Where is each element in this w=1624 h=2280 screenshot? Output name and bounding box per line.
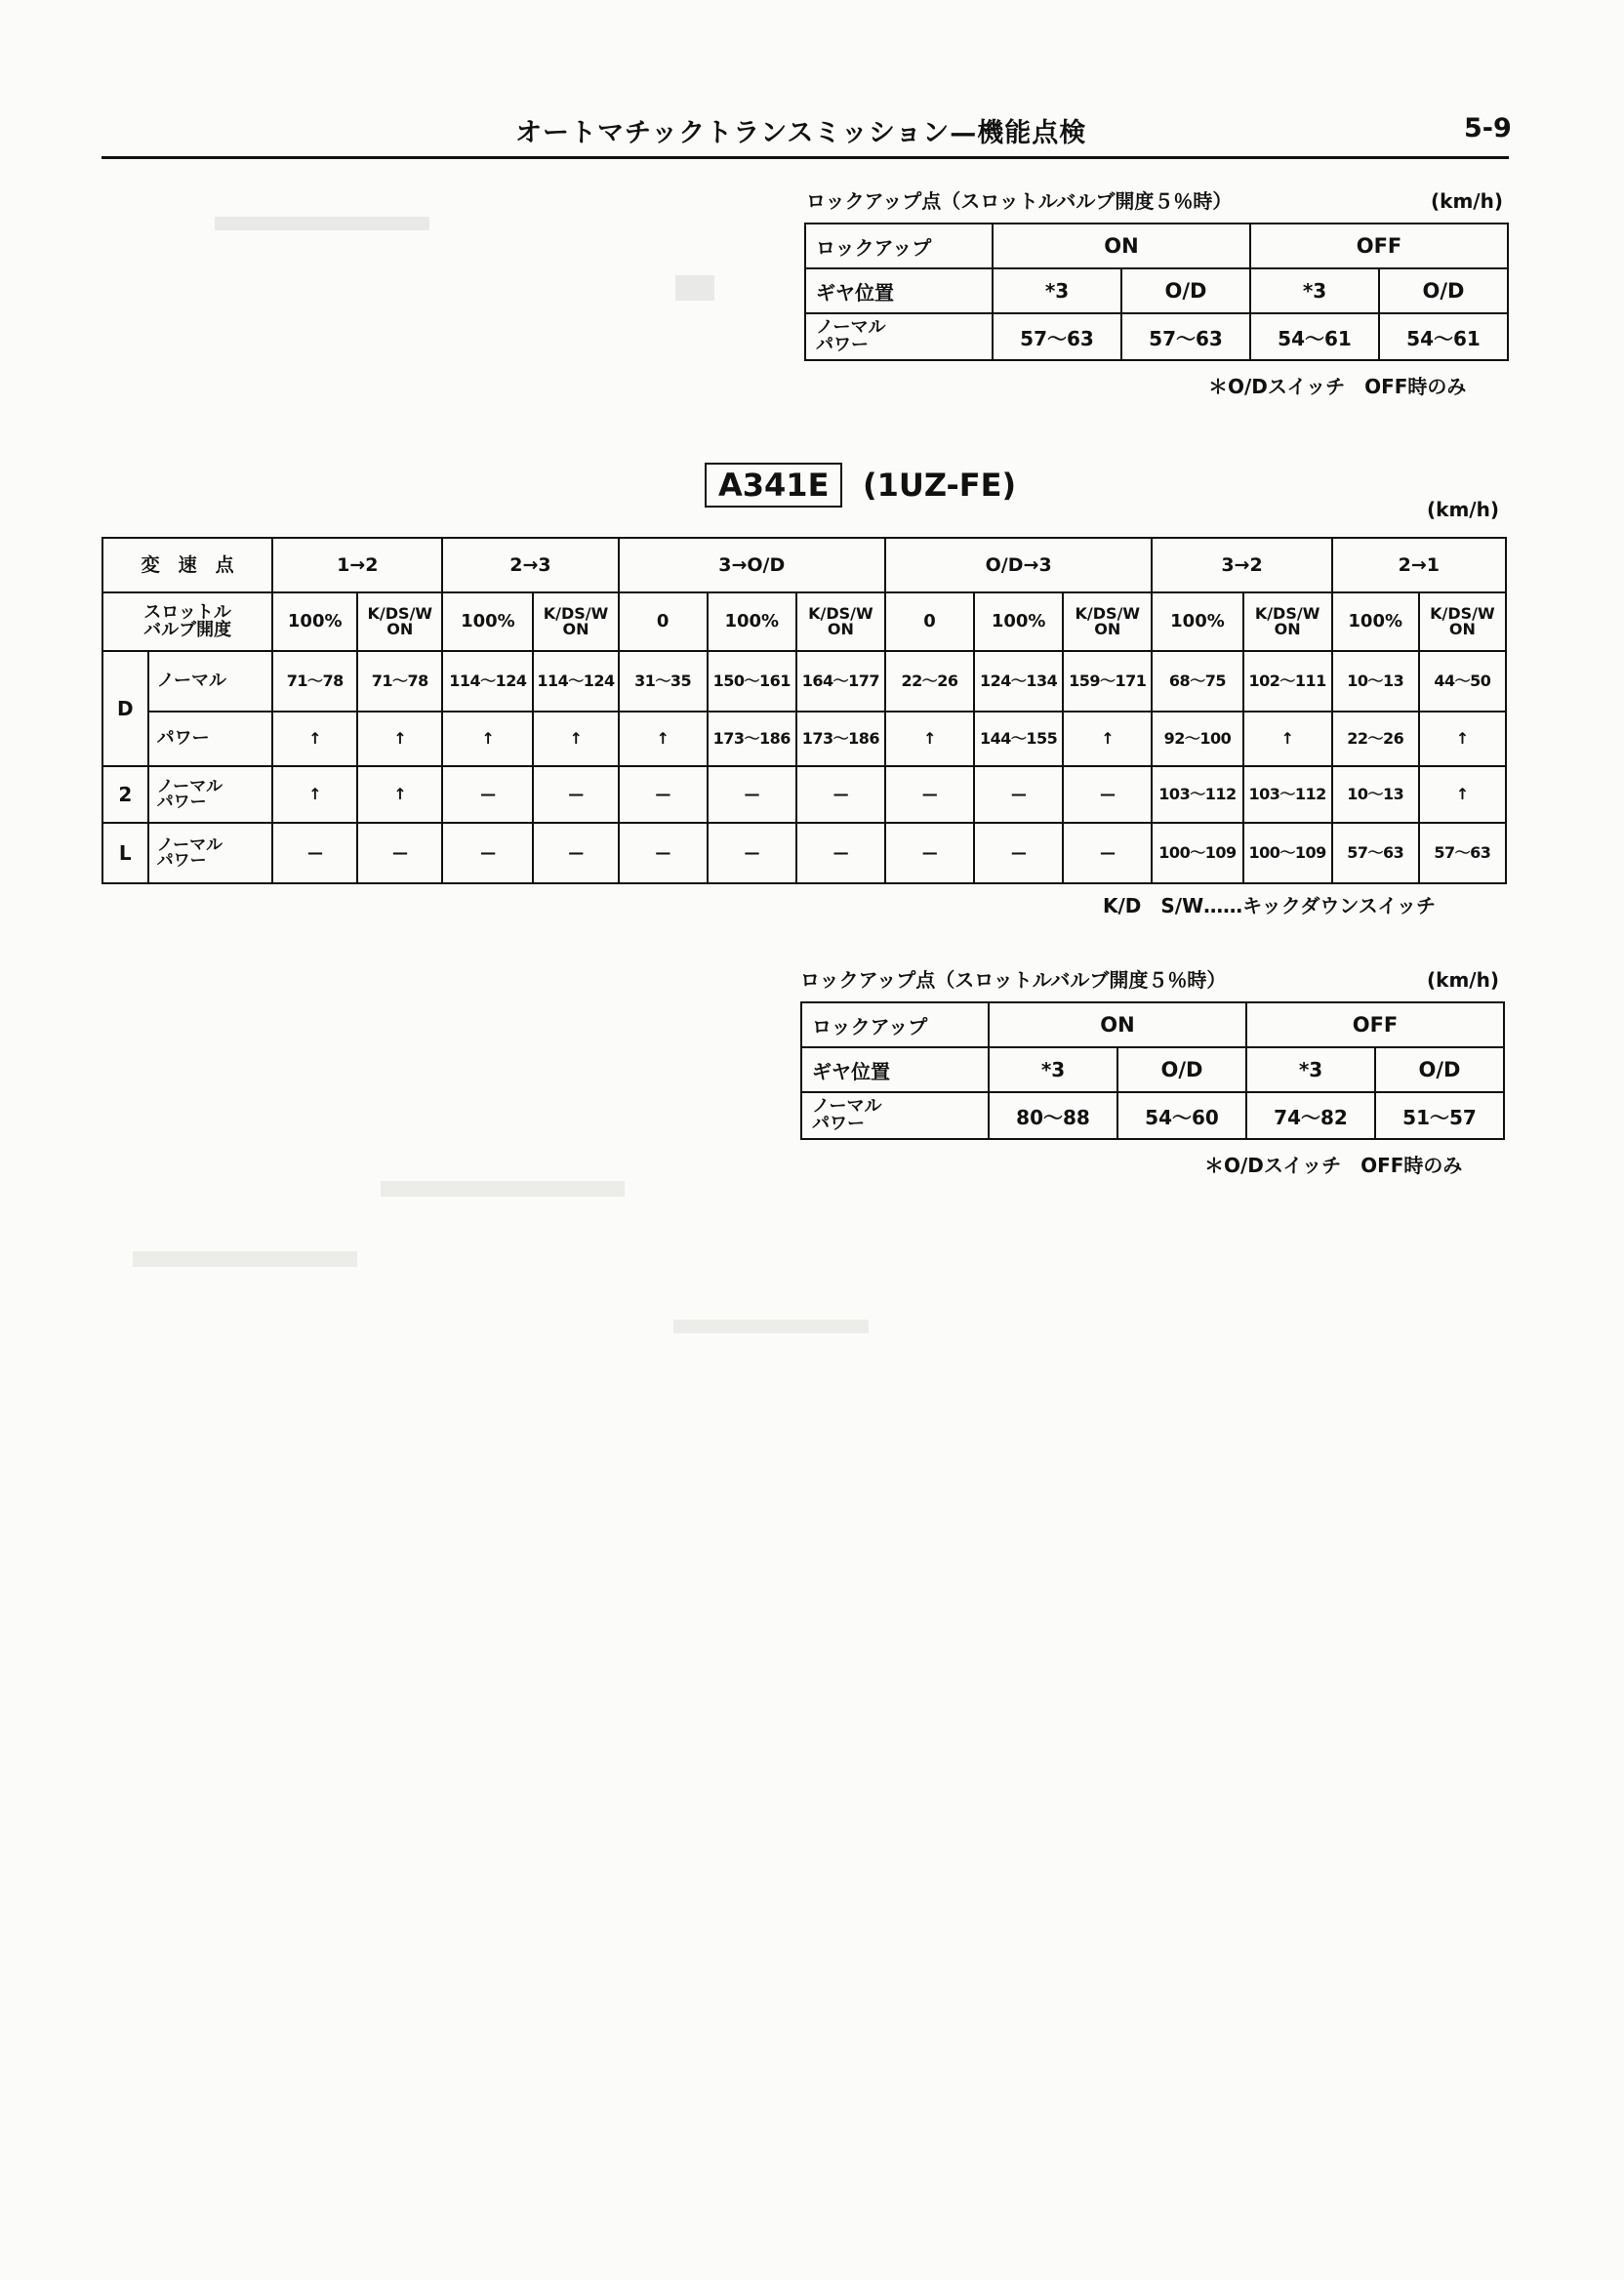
lockup-bottom-unit: (km/h) xyxy=(1427,968,1499,992)
lockup-top-row-lockup: ロックアップ xyxy=(805,224,993,268)
page-number: 5-9 xyxy=(1464,113,1512,143)
table-row xyxy=(102,651,1506,712)
lockup-bottom-gear: O/D xyxy=(1117,1047,1246,1092)
table-row xyxy=(801,1002,1504,1047)
value-cell: ↑ xyxy=(885,712,974,766)
value-cell: ↑ xyxy=(442,712,533,766)
shift-col: O/D→3 xyxy=(885,538,1152,592)
lockup-bottom-note: ＊O/Dスイッチ OFF時のみ xyxy=(1204,1154,1463,1177)
value-cell: 57〜63 xyxy=(1332,823,1419,883)
table-row xyxy=(102,766,1506,823)
value-cell: 150〜161 xyxy=(708,651,796,712)
value-cell: ↑ xyxy=(357,712,442,766)
lockup-bottom-row-gear: ギヤ位置 xyxy=(801,1047,989,1092)
value-cell: — xyxy=(708,766,796,823)
value-cell: — xyxy=(885,766,974,823)
mode-normal: ノーマル xyxy=(148,651,273,712)
lockup-top-gear: O/D xyxy=(1121,268,1250,313)
lockup-bottom-value: 54〜60 xyxy=(1117,1092,1246,1139)
throttle-header-line: バルブ開度 xyxy=(143,620,232,640)
table-row xyxy=(102,823,1506,883)
value-cell: 124〜134 xyxy=(974,651,1063,712)
value-cell: — xyxy=(533,823,618,883)
lockup-bottom-row-mode: ノーマル パワー xyxy=(801,1092,989,1139)
throttle-header xyxy=(102,592,272,651)
value-cell: 71〜78 xyxy=(272,651,357,712)
value-cell: — xyxy=(272,823,357,883)
throttle-cell: K/DS/W ON xyxy=(1243,592,1332,651)
value-cell: 22〜26 xyxy=(1332,712,1419,766)
range-2: 2 xyxy=(102,766,148,823)
value-cell: — xyxy=(796,823,885,883)
shift-col: 3→2 xyxy=(1152,538,1331,592)
value-cell: 102〜111 xyxy=(1243,651,1332,712)
lockup-top-gear: O/D xyxy=(1379,268,1508,313)
value-cell: — xyxy=(885,823,974,883)
value-cell: 173〜186 xyxy=(708,712,796,766)
mode-power: パワー xyxy=(148,712,273,766)
lockup-bottom-caption: ロックアップ点（スロットルバルブ開度５％時） xyxy=(800,968,1227,992)
throttle-cell: 0 xyxy=(619,592,708,651)
lockup-bottom-value: 74〜82 xyxy=(1246,1092,1375,1139)
value-cell: 159〜171 xyxy=(1063,651,1152,712)
throttle-cell: 100% xyxy=(1332,592,1419,651)
lockup-top-table xyxy=(804,223,1509,361)
value-cell: 144〜155 xyxy=(974,712,1063,766)
table-row xyxy=(805,313,1508,360)
shift-col: 2→1 xyxy=(1332,538,1506,592)
value-cell: — xyxy=(619,823,708,883)
range-l: L xyxy=(102,823,148,883)
scan-speck xyxy=(675,275,714,301)
lockup-top-gear: *3 xyxy=(1250,268,1379,313)
throttle-cell: K/DS/W ON xyxy=(1063,592,1152,651)
scan-speck xyxy=(133,1251,357,1267)
value-cell: — xyxy=(357,823,442,883)
lockup-bottom-row-lockup: ロックアップ xyxy=(801,1002,989,1047)
value-cell: 44〜50 xyxy=(1419,651,1506,712)
value-cell: — xyxy=(974,766,1063,823)
throttle-cell: 100% xyxy=(442,592,533,651)
scan-speck xyxy=(381,1181,625,1197)
throttle-cell: 100% xyxy=(1152,592,1242,651)
throttle-cell: K/DS/W ON xyxy=(796,592,885,651)
lockup-top-value: 57〜63 xyxy=(993,313,1121,360)
shift-col: 1→2 xyxy=(272,538,442,592)
value-cell: 100〜109 xyxy=(1152,823,1242,883)
value-cell: — xyxy=(796,766,885,823)
throttle-cell: K/DS/W ON xyxy=(1419,592,1506,651)
page-header-title: オートマチックトランスミッション—機能点検 xyxy=(515,118,1087,148)
value-cell: — xyxy=(1063,823,1152,883)
value-cell: ↑ xyxy=(1243,712,1332,766)
value-cell: — xyxy=(708,823,796,883)
header-rule xyxy=(102,156,1509,159)
value-cell: — xyxy=(1063,766,1152,823)
lockup-top-note: ＊O/Dスイッチ OFF時のみ xyxy=(1208,375,1467,398)
table-row xyxy=(102,538,1506,592)
range-d: D xyxy=(102,651,148,766)
value-cell: 100〜109 xyxy=(1243,823,1332,883)
mode-normal-power: ノーマル パワー xyxy=(148,766,273,823)
scan-speck xyxy=(673,1320,869,1333)
value-cell: 57〜63 xyxy=(1419,823,1506,883)
value-cell: 114〜124 xyxy=(533,651,618,712)
value-cell: 22〜26 xyxy=(885,651,974,712)
value-cell: 92〜100 xyxy=(1152,712,1242,766)
value-cell: — xyxy=(442,766,533,823)
table-row xyxy=(805,268,1508,313)
value-cell: 10〜13 xyxy=(1332,766,1419,823)
table-row xyxy=(801,1092,1504,1139)
table-row xyxy=(805,224,1508,268)
value-cell: 164〜177 xyxy=(796,651,885,712)
value-cell: 10〜13 xyxy=(1332,651,1419,712)
value-cell: ↑ xyxy=(533,712,618,766)
table-row xyxy=(102,712,1506,766)
throttle-cell: K/DS/W ON xyxy=(533,592,618,651)
table-row xyxy=(102,592,1506,651)
lockup-bottom-value: 51〜57 xyxy=(1375,1092,1504,1139)
lockup-bottom-on: ON xyxy=(989,1002,1246,1047)
main-table-unit: (km/h) xyxy=(1427,498,1499,521)
kickdown-footnote: K/D S/W……キックダウンスイッチ xyxy=(1103,894,1436,917)
lockup-top-caption: ロックアップ点（スロットルバルブ開度５％時） xyxy=(806,189,1233,213)
lockup-top-value: 54〜61 xyxy=(1379,313,1508,360)
lockup-top-unit: (km/h) xyxy=(1431,189,1503,213)
table-row xyxy=(801,1047,1504,1092)
value-cell: 103〜112 xyxy=(1243,766,1332,823)
mode-power-label: パワー xyxy=(816,335,869,355)
value-cell: 173〜186 xyxy=(796,712,885,766)
value-cell: 103〜112 xyxy=(1152,766,1242,823)
lockup-bottom-table xyxy=(800,1001,1505,1140)
shift-col: 2→3 xyxy=(442,538,618,592)
lockup-top-on: ON xyxy=(993,224,1250,268)
shift-col: 3→O/D xyxy=(619,538,885,592)
scan-speck xyxy=(215,217,429,230)
lockup-top-row-mode xyxy=(805,313,993,360)
lockup-top-gear: *3 xyxy=(993,268,1121,313)
model-code: A341E xyxy=(705,463,842,508)
value-cell: ↑ xyxy=(1063,712,1152,766)
throttle-cell: 0 xyxy=(885,592,974,651)
lockup-top-value: 54〜61 xyxy=(1250,313,1379,360)
value-cell: 114〜124 xyxy=(442,651,533,712)
mode-normal-label: ノーマル xyxy=(816,317,886,338)
mode-normal-power: ノーマル パワー xyxy=(148,823,273,883)
throttle-cell: 100% xyxy=(708,592,796,651)
lockup-bottom-off: OFF xyxy=(1246,1002,1504,1047)
value-cell: — xyxy=(533,766,618,823)
value-cell: 68〜75 xyxy=(1152,651,1242,712)
throttle-cell: 100% xyxy=(272,592,357,651)
value-cell: ↑ xyxy=(619,712,708,766)
value-cell: — xyxy=(974,823,1063,883)
throttle-cell: 100% xyxy=(974,592,1063,651)
lockup-top-row-gear: ギヤ位置 xyxy=(805,268,993,313)
value-cell: ↑ xyxy=(357,766,442,823)
shift-point-table xyxy=(102,537,1507,884)
value-cell: ↑ xyxy=(1419,766,1506,823)
value-cell: — xyxy=(442,823,533,883)
shift-header: 変 速 点 xyxy=(102,538,272,592)
lockup-bottom-value: 80〜88 xyxy=(989,1092,1117,1139)
value-cell: ↑ xyxy=(272,712,357,766)
throttle-cell: K/DS/W ON xyxy=(357,592,442,651)
value-cell: 31〜35 xyxy=(619,651,708,712)
value-cell: — xyxy=(619,766,708,823)
value-cell: 71〜78 xyxy=(357,651,442,712)
lockup-bottom-gear: *3 xyxy=(989,1047,1117,1092)
lockup-bottom-gear: O/D xyxy=(1375,1047,1504,1092)
lockup-top-value: 57〜63 xyxy=(1121,313,1250,360)
model-engine: (1UZ-FE) xyxy=(863,467,1017,504)
lockup-top-off: OFF xyxy=(1250,224,1508,268)
throttle-header-line: スロットル xyxy=(143,602,231,623)
value-cell: ↑ xyxy=(1419,712,1506,766)
value-cell: ↑ xyxy=(272,766,357,823)
lockup-bottom-gear: *3 xyxy=(1246,1047,1375,1092)
